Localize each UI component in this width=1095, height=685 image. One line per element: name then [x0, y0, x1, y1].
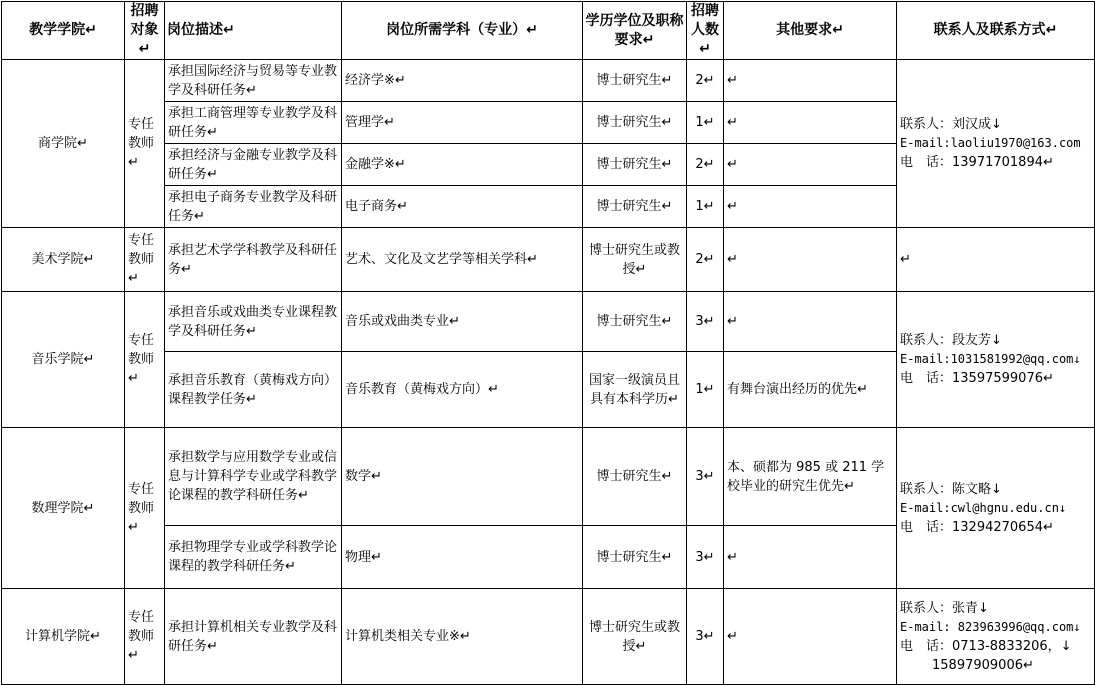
count-cell: 3↵	[687, 589, 724, 685]
college-cell: 美术学院↵	[2, 228, 125, 292]
contact-name: 联系人：陈文略↓	[900, 481, 1002, 497]
discipline-cell: 管理学↵	[342, 102, 583, 144]
contact-phone: 电 话：13971701894↵	[900, 155, 1054, 170]
contact-email: E-mail: 823963996@qq.com↓	[900, 619, 1081, 634]
college-cell: 计算机学院↵	[2, 589, 125, 685]
degree-cell: 博士研究生↵	[583, 186, 687, 228]
discipline-cell: 音乐教育（黄梅戏方向）↵	[342, 352, 583, 428]
discipline-cell: 电子商务↵	[342, 186, 583, 228]
header-target: 招聘对象↵	[125, 2, 165, 60]
count-cell: 3↵	[687, 428, 724, 526]
degree-cell: 博士研究生或教授↵	[583, 228, 687, 292]
count-cell: 1↵	[687, 186, 724, 228]
discipline-cell: 数学↵	[342, 428, 583, 526]
other-cell: ↵	[724, 228, 897, 292]
other-cell: ↵	[724, 526, 897, 589]
description-cell: 承担计算机相关专业教学及科研任务↵	[165, 589, 342, 685]
header-discipline: 岗位所需学科（专业）↵	[342, 2, 583, 60]
description-cell: 承担物理学专业或学科教学论课程的教学科研任务↵	[165, 526, 342, 589]
other-cell: ↵	[724, 60, 897, 102]
description-cell: 承担电子商务专业教学及科研任务↵	[165, 186, 342, 228]
other-cell: ↵	[724, 144, 897, 186]
contact-name: 联系人：张青↓	[900, 600, 989, 616]
other-cell: 本、硕都为 985 或 211 学校毕业的研究生优先↵	[724, 428, 897, 526]
contact-phone: 电 话：13294270654↵	[900, 519, 1054, 535]
table-row	[2, 292, 1095, 352]
count-cell: 1↵	[687, 352, 724, 428]
description-cell: 承担音乐教育（黄梅戏方向）课程教学任务↵	[165, 352, 342, 428]
discipline-cell: 金融学※↵	[342, 144, 583, 186]
contact-cell	[897, 228, 1095, 292]
target-cell: 专任教师↵	[125, 428, 165, 589]
college-cell: 音乐学院↵	[2, 292, 125, 428]
college-cell: 数理学院↵	[2, 428, 125, 589]
degree-cell: 博士研究生↵	[583, 292, 687, 352]
description-cell: 承担艺术学学科教学及科研任务↵	[165, 228, 342, 292]
contact-email: E-mail:1031581992@qq.com↓	[900, 352, 1081, 366]
description-cell: 承担音乐或戏曲类专业课程教学及科研任务↵	[165, 292, 342, 352]
contact-name: 联系人：刘汉成↓	[900, 117, 1002, 132]
description-cell: 承担数学与应用数学专业或信息与计算科学专业或学科教学论课程的教学科研任务↵	[165, 428, 342, 526]
degree-cell: 博士研究生↵	[583, 144, 687, 186]
contact-phone: 电 话：0713-8833206，↓	[900, 638, 1072, 654]
target-cell: 专任教师↵	[125, 589, 165, 685]
degree-cell: 博士研究生↵	[583, 102, 687, 144]
table-row	[2, 589, 1095, 685]
description-cell: 承担工商管理等专业教学及科研任务↵	[165, 102, 342, 144]
header-row	[2, 2, 1095, 60]
header-contact: 联系人及联系方式↵	[897, 2, 1095, 60]
discipline-cell: 计算机类相关专业※↵	[342, 589, 583, 685]
header-description: 岗位描述↵	[165, 2, 342, 60]
degree-cell: 国家一级演员且具有本科学历↵	[583, 352, 687, 428]
contact-phone-2: 15897909006↵	[932, 657, 1034, 673]
contact-cell	[897, 428, 1095, 589]
recruitment-table	[1, 1, 1095, 685]
contact-cell	[897, 589, 1095, 685]
description-cell: 承担国际经济与贸易等专业教学及科研任务↵	[165, 60, 342, 102]
college-cell: 商学院↵	[2, 60, 125, 228]
degree-cell: 博士研究生↵	[583, 526, 687, 589]
other-cell: ↵	[724, 292, 897, 352]
count-cell: 2↵	[687, 144, 724, 186]
other-cell: ↵	[724, 102, 897, 144]
target-cell: 专任教师↵	[125, 228, 165, 292]
discipline-cell: 艺术、文化及文艺学等相关学科↵	[342, 228, 583, 292]
count-cell: 3↵	[687, 292, 724, 352]
contact-name: 联系人：段友芳↓	[900, 333, 1002, 348]
discipline-cell: 物理↵	[342, 526, 583, 589]
header-degree: 学历学位及职称要求↵	[583, 2, 687, 60]
count-cell: 3↵	[687, 526, 724, 589]
table-row	[2, 228, 1095, 292]
other-cell: ↵	[724, 186, 897, 228]
contact-email: E-mail:laoliu1970@163.com	[900, 136, 1081, 150]
target-cell: 专任教师↵	[125, 60, 165, 228]
contact-phone: 电 话：13597599076↵	[900, 371, 1054, 386]
degree-cell: 博士研究生↵	[583, 60, 687, 102]
discipline-cell: 音乐或戏曲类专业↵	[342, 292, 583, 352]
other-cell: ↵	[724, 589, 897, 685]
header-count: 招聘人数↵	[687, 2, 724, 60]
other-cell: 有舞台演出经历的优先↵	[724, 352, 897, 428]
table-row	[2, 428, 1095, 526]
header-other: 其他要求↵	[724, 2, 897, 60]
count-cell: 2↵	[687, 228, 724, 292]
count-cell: 1↵	[687, 102, 724, 144]
description-cell: 承担经济与金融专业教学及科研任务↵	[165, 144, 342, 186]
header-college: 教学学院↵	[2, 2, 125, 60]
discipline-cell: 经济学※↵	[342, 60, 583, 102]
count-cell: 2↵	[687, 60, 724, 102]
target-cell: 专任教师↵	[125, 292, 165, 428]
table-row	[2, 60, 1095, 102]
degree-cell: 博士研究生或教授↵	[583, 589, 687, 685]
contact-cell	[897, 60, 1095, 228]
degree-cell: 博士研究生↵	[583, 428, 687, 526]
contact-name: ↵	[900, 252, 911, 267]
contact-email: E-mail:cwl@hgnu.edu.cn↓	[900, 500, 1067, 515]
contact-cell	[897, 292, 1095, 428]
